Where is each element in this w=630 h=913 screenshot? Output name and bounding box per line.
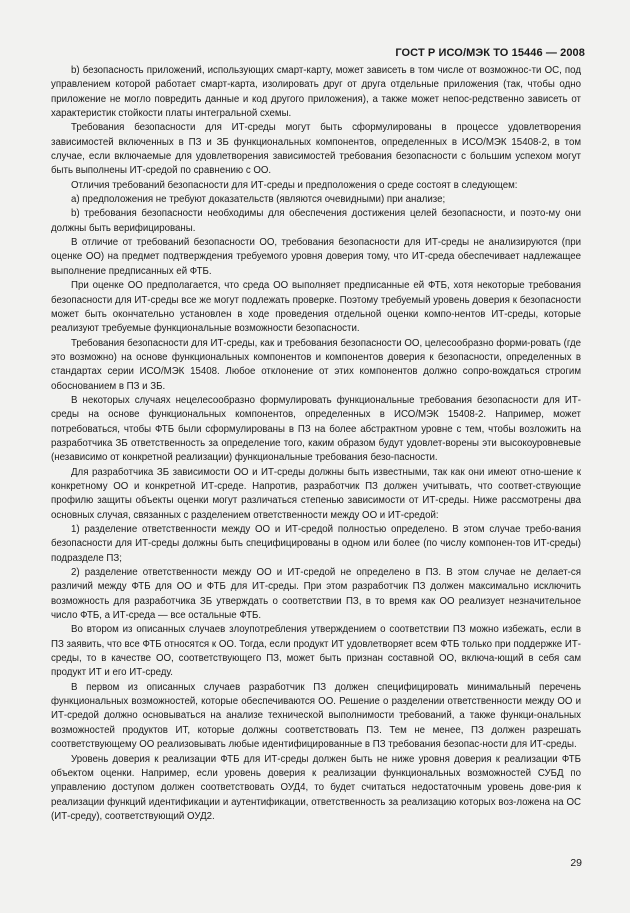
list-item: 1) разделение ответственности между ОО и ИТ-средой полностью определено. В этом случае требо-вания безопасности для ИТ-среды должны быть специфицированы в одном или более (по числу компонен-тов ИТ-среды) подразделе ПЗ; bbox=[51, 524, 581, 564]
body-text bbox=[51, 64, 581, 824]
paragraph: b) безопасность приложений, использующих смарт-карту, может зависеть в том числе от возможнос-ти ОС, под управлением которой работает смарт-карта, изолировать друг от друга отдельные приложения (так, чтобы одно приложение не могло повредить данные и код другого приложения), а также может непос-редственно зависеть от характеристик стойкости платы интегральной схемы. bbox=[51, 65, 581, 120]
paragraph: При оценке ОО предполагается, что среда ОО выполняет предписанные ей ФТБ, хотя некоторые требования безопасности для ИТ-среды все же могут подлежать проверке. Поэтому требуемый уровень доверия к безопасности может быть окончательно установлен в ходе проведения отдельной оценки компо-нентов ИТ-среды, которые реализуют требуемые функциональные возможности безопасности. bbox=[51, 280, 581, 335]
paragraph: В первом из описанных случаев разработчик ПЗ должен специфицировать минимальный перечень функциональных возможностей, которые обеспечиваются ОО. Решение о разделении ответственности между ОО и ИТ-средой должно основываться на анализе технической выполнимости требований, а также функци-ональных возможностей продуктов ИТ, которые должны соответствовать ПЗ. Тем не менее, ПЗ должен разрешать соответствующему ОО реализовывать любые идентифицированные в ПЗ требования безопас-ности для ИТ-среды. bbox=[51, 681, 581, 751]
paragraph: Уровень доверия к реализации ФТБ для ИТ-среды должен быть не ниже уровня доверия к реализации ФТБ объектом оценки. Например, если уровень доверия к реализации функциональных возможностей СУБД по управлению доступом должен соответствовать ОУД4, то будет считаться недостаточным уровень дове-рия к реализации функций идентификации и аутентификации, ответственность за реализацию которых воз-ложена на ОС (ИТ-среду), соответствующий ОУД2. bbox=[51, 753, 581, 822]
paragraph: Отличия требований безопасности для ИТ-среды и предположения о среде состоят в следующем: bbox=[71, 179, 518, 191]
list-item: b) требования безопасности необходимы для обеспечения достижения целей безопасности, и поэто-му они должны быть верифицированы. bbox=[51, 208, 581, 234]
list-item: а) предположения не требуют доказательств (являются очевидными) при анализе; bbox=[71, 194, 446, 206]
page-number: 29 bbox=[570, 857, 582, 869]
paragraph: В некоторых случаях нецелесообразно формулировать функциональные требования безопасности для ИТ-среды на основе функциональных компонентов, определенных в ИСО/МЭК 15408-2. Например, может потребоваться, чтобы ФТБ были сформулированы в ПЗ на более абстрактном уровне с тем, чтобы возложить на разработчика ЗБ ответственность за определение того, каким образом будут удовлет-ворены эти высокоуровневые (независимо от конкретной реализации) функциональные требования безо-пасности. bbox=[51, 394, 581, 464]
page-header: ГОСТ Р ИСО/МЭК ТО 15446 — 2008 bbox=[395, 47, 585, 59]
paragraph: Требования безопасности для ИТ-среды могут быть сформулированы в процессе удовлетворения зависимостей включенных в ПЗ и ЗБ функциональных компонентов, определенных в ИСО/МЭК 15408-2, в том случае, если включаемые для удовлетворения зависимостей требования безопасности с большим успехом могут быть выполнены ИТ-средой по сравнению с ОО. bbox=[51, 122, 581, 177]
paragraph: Требования безопасности для ИТ-среды, как и требования безопасности ОО, целесообразно форми-ровать (где это возможно) на основе функциональных компонентов и компонентов доверия к безопасности, определенных в стандартах серии ИСО/МЭК 15408. Любое отклонение от этих компонентов должно сопро-вождаться строгим обоснованием в ПЗ и ЗБ. bbox=[51, 337, 581, 392]
list-item: 2) разделение ответственности между ОО и ИТ-средой не определено в ПЗ. В этом случае не делает-ся различий между ФТБ для ОО и ФТБ для ИТ-среды. При этом разработчик ПЗ должен максимально исключить возможность для разработчика ЗБ утверждать о соответствии ПЗ, в то время как ОО реализует незначительное число ФТБ, а ИТ-среда — все остальные ФТБ. bbox=[51, 567, 581, 622]
paragraph: Для разработчика ЗБ зависимости ОО и ИТ-среды должны быть известными, так как они имеют отно-шение к конкретному ОО и конкретной ИТ-среде. Напротив, разработчик ПЗ должен учитывать, что соответ-ствующие профилю защиты объекты оценки могут различаться степенью зависимости от ИТ-среды. Ниже рассмотрены два основных случая, связанных с разделением ответственности между ОО и ИТ-средой: bbox=[51, 466, 581, 521]
paragraph: Во втором из описанных случаев злоупотребления утверждением о соответствии ПЗ можно избежать, если в ПЗ заявить, что все ФТБ относятся к ОО. Тогда, если продукт ИТ удовлетворяет всем ФТБ только при поддержке ИТ-среды, то в качестве ОО, соответствующего ПЗ, может быть признан составной ОО, включа-ющий в себя сам продукт ИТ и его ИТ-среду. bbox=[51, 624, 581, 679]
paragraph: В отличие от требований безопасности ОО, требования безопасности для ИТ-среды не анализируются (при оценке ОО) на предмет подтверждения требуемого уровня доверия тому, что ИТ-среда обеспечивает надлежащее выполнение предписанных ей ФТБ. bbox=[51, 237, 581, 277]
